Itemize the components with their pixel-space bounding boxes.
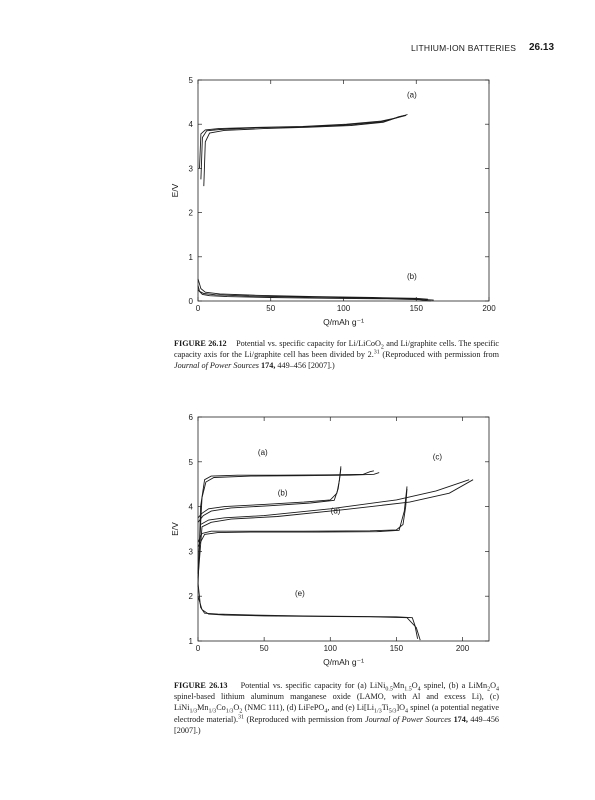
running-header bbox=[0, 42, 595, 58]
plot-frame bbox=[198, 417, 489, 641]
x-tick-label: 200 bbox=[455, 644, 470, 653]
curve-label: (a) bbox=[406, 90, 417, 100]
figure-label: FIGURE 26.13 bbox=[174, 681, 228, 690]
y-axis-label: E/V bbox=[170, 183, 180, 198]
x-tick-label: 50 bbox=[259, 644, 269, 653]
x-tick-label: 0 bbox=[195, 304, 201, 313]
y-tick-label: 3 bbox=[188, 547, 193, 557]
y-tick-label: 2 bbox=[188, 208, 193, 218]
series-line bbox=[198, 489, 407, 543]
plot-frame bbox=[198, 80, 489, 301]
x-tick-label: 150 bbox=[389, 644, 404, 653]
y-tick-label: 4 bbox=[188, 502, 193, 512]
x-tick-label: 100 bbox=[323, 644, 337, 653]
curve-label: (b) bbox=[277, 488, 288, 498]
x-tick-label: 50 bbox=[266, 304, 276, 313]
y-tick-label: 3 bbox=[188, 164, 193, 174]
series-line bbox=[198, 469, 341, 523]
figure-26-13-caption: FIGURE 26.13 Potential vs. specific capacity for (a) $LiNi_{0.5}Mn_{1.5}O_4$ spinel, (b) a $LiMn_2O_4$ spinel-based lithium aluminum manganese oxide (LAMO, with Al and excess Li), (c) $LiNi_{1/3}Mn_{1/3}Co_{1/3}O_2$ (NMC 111), (d) LiFePO$_4$, and (e) $Li[Li_{1/3}Ti_{5/3}]O_4$ spinel (a potential negative electrode material).$^{31}$ (Reproduced with permission from Journal of Power Sources 174, 449–456 [2007].) bbox=[174, 681, 500, 735]
y-tick-label: 1 bbox=[188, 637, 193, 646]
y-tick-label: 6 bbox=[188, 413, 193, 422]
x-axis-label: Q/mAh g⁻¹ bbox=[323, 317, 364, 327]
curve-label: (e) bbox=[294, 589, 305, 599]
series-line bbox=[198, 279, 428, 299]
y-axis-label: E/V bbox=[170, 522, 180, 536]
figure-26-13-chart bbox=[0, 408, 595, 678]
running-title: LITHIUM-ION BATTERIES bbox=[411, 43, 517, 53]
series-line bbox=[198, 473, 379, 574]
series-line bbox=[198, 486, 407, 547]
series-line bbox=[198, 583, 418, 639]
page-number: 26.13 bbox=[529, 42, 555, 53]
curve-label: (d) bbox=[330, 506, 341, 516]
y-tick-label: 0 bbox=[188, 297, 193, 306]
figure-label: FIGURE 26.12 bbox=[174, 339, 227, 348]
x-tick-label: 100 bbox=[336, 304, 351, 313]
figure-26-12-caption: FIGURE 26.12 Potential vs. specific capacity for Li/LiCoO$_2$ and Li/graphite cells. The specific capacity axis for the Li/graphite cell has been divided by 2.31 (Reproduced with permission from Journal of Power Sources 174, 449–456 [2007].) bbox=[174, 339, 500, 371]
figure-26-12-chart bbox=[0, 70, 595, 335]
y-tick-label: 4 bbox=[188, 120, 193, 130]
curve-label: (b) bbox=[406, 271, 417, 281]
curve-label: (a) bbox=[257, 448, 268, 458]
curve-label: (c) bbox=[432, 452, 443, 462]
x-tick-label: 200 bbox=[482, 304, 496, 313]
y-tick-label: 2 bbox=[188, 592, 193, 602]
series-line bbox=[198, 480, 469, 574]
x-tick-label: 0 bbox=[195, 644, 201, 653]
series-line bbox=[201, 115, 405, 179]
x-axis-label: Q/mAh g⁻¹ bbox=[323, 657, 364, 667]
y-tick-label: 5 bbox=[188, 76, 193, 85]
y-tick-label: 5 bbox=[188, 457, 193, 467]
x-tick-label: 150 bbox=[409, 304, 423, 313]
series-line bbox=[204, 115, 408, 187]
series-line bbox=[198, 596, 420, 640]
y-tick-label: 1 bbox=[188, 252, 193, 262]
